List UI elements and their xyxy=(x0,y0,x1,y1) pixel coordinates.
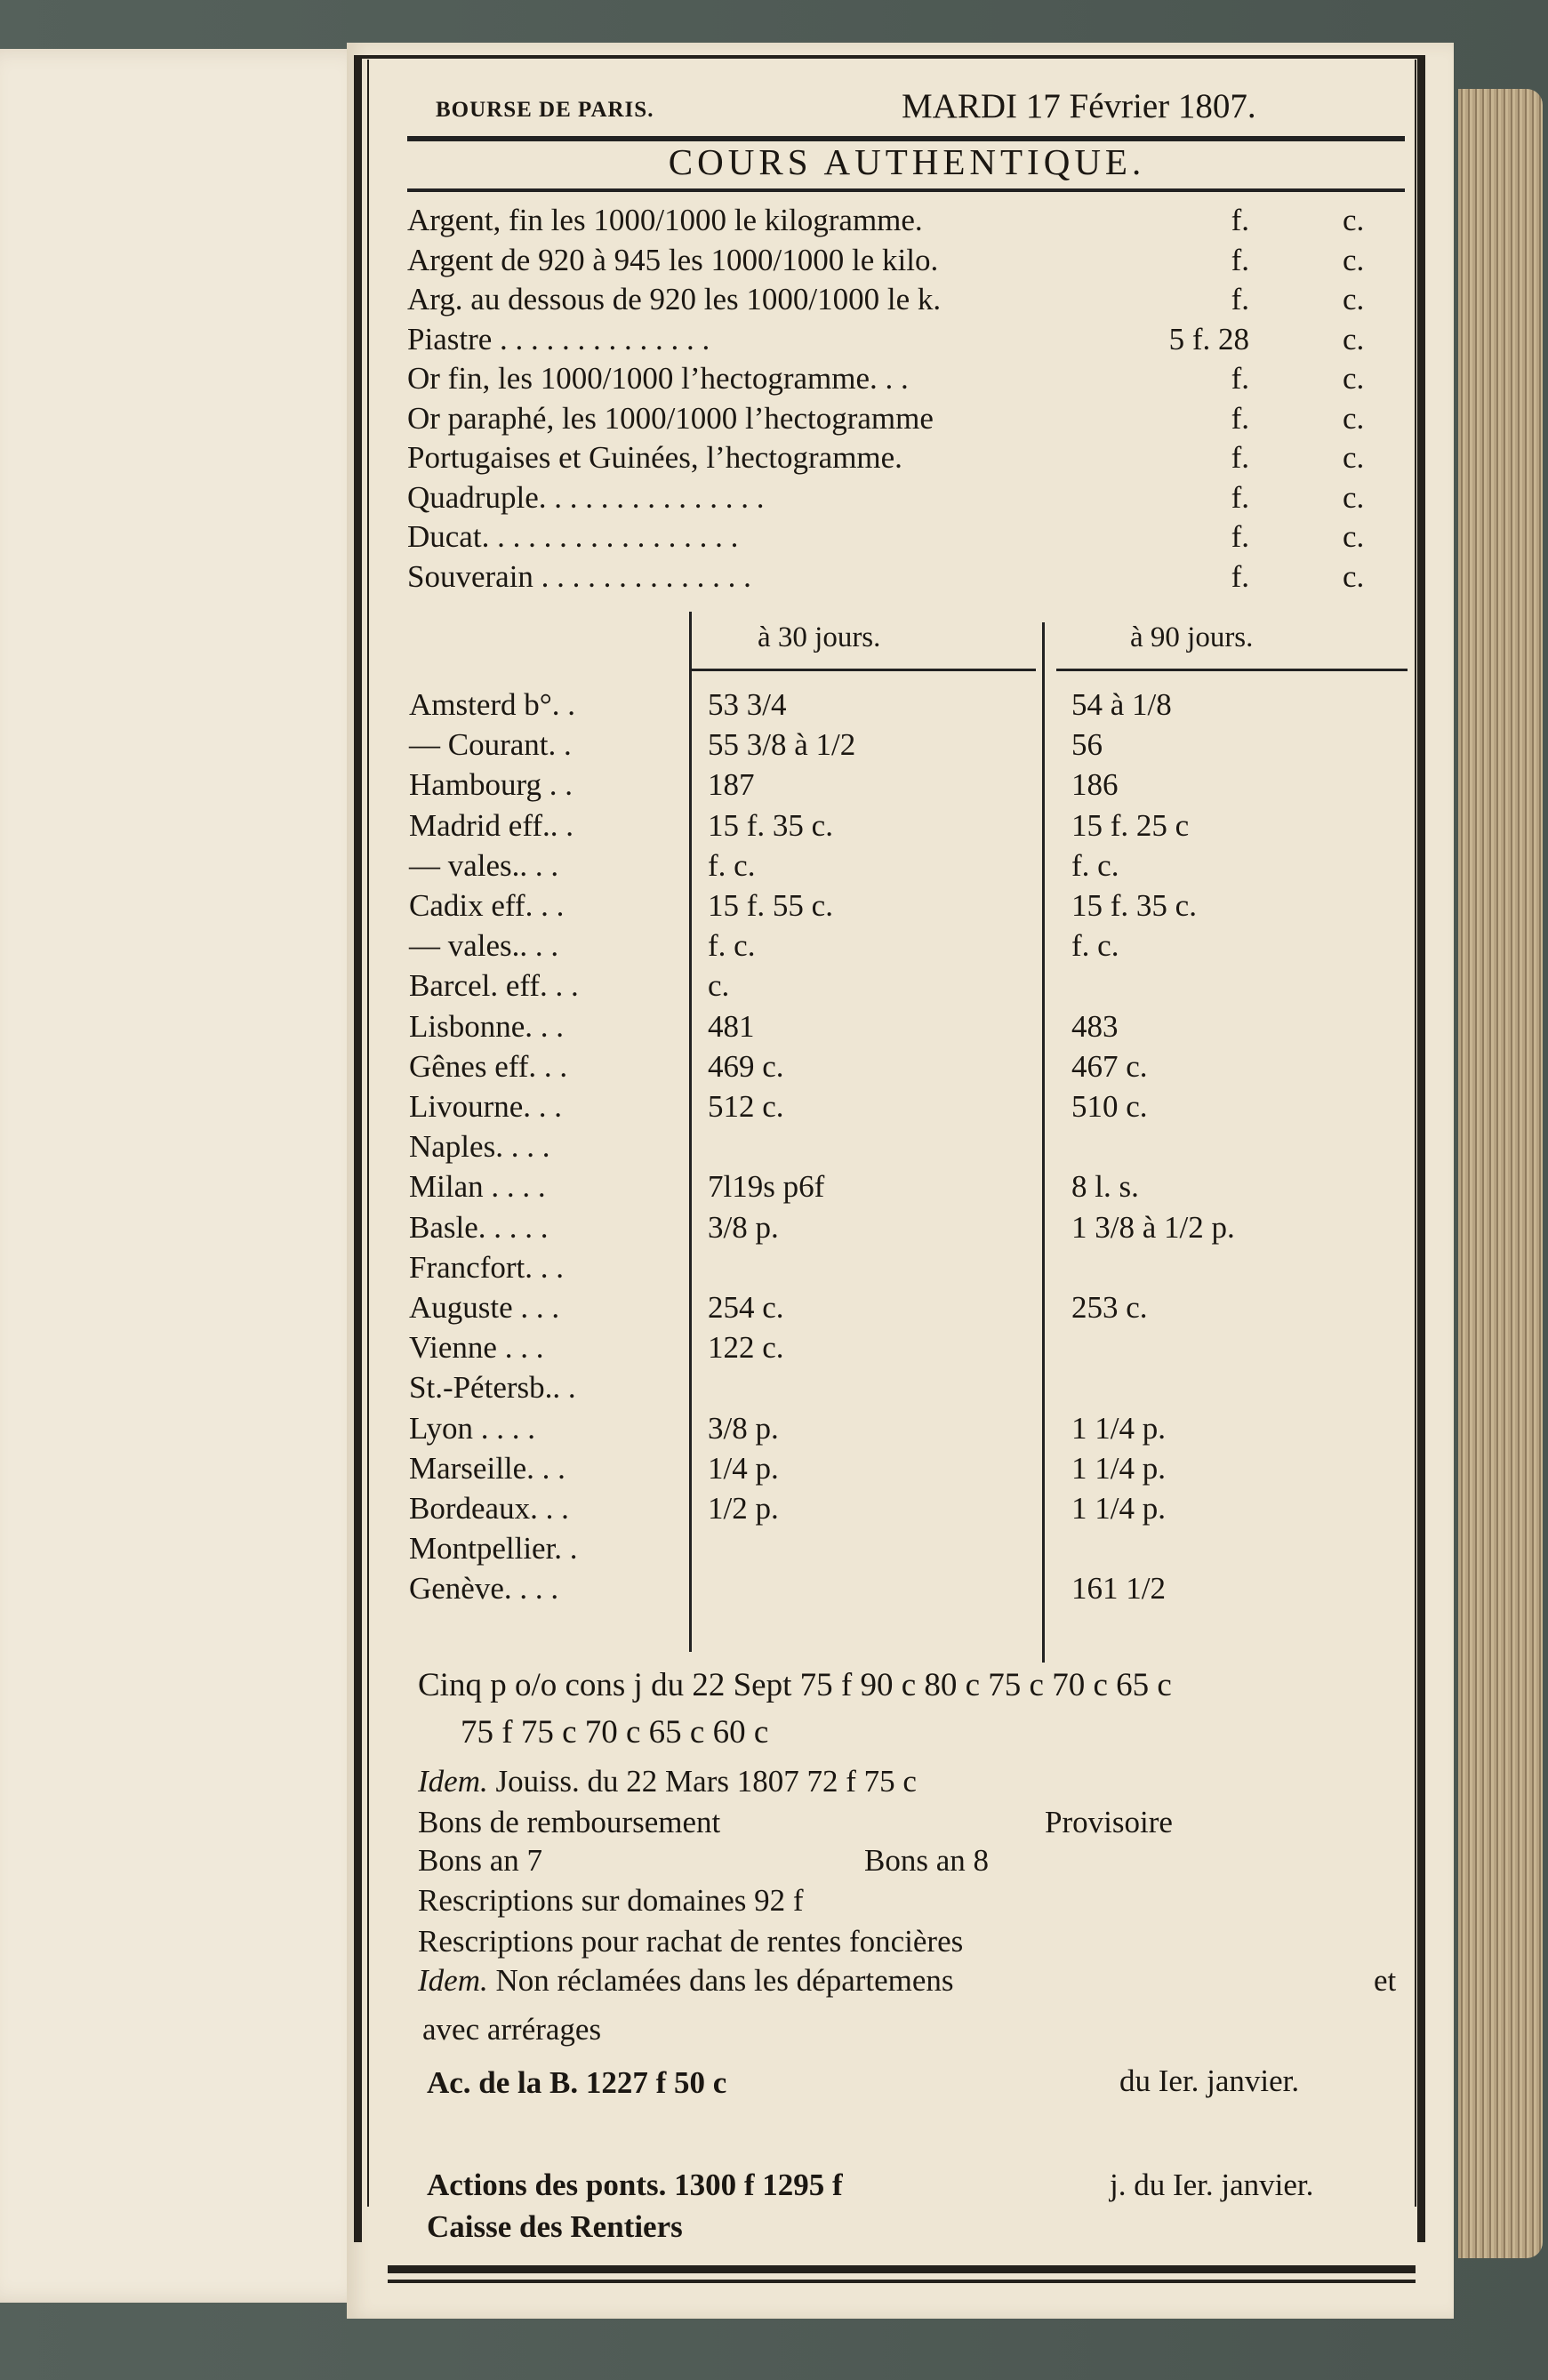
provisoire: Provisoire xyxy=(1045,1805,1173,1839)
exchange-90-days: f. c. xyxy=(1071,928,1119,964)
exchange-place: Cadix eff. . . xyxy=(409,888,565,923)
actions-ponts: Actions des ponts. 1300 f 1295 f xyxy=(427,2168,843,2202)
exchange-90-days: 56 xyxy=(1071,727,1103,763)
exchange-30-days: 15 f. 55 c. xyxy=(708,888,833,923)
exchange-90-days: 467 c. xyxy=(1071,1048,1148,1084)
metal-name: Or paraphé, les 1000/1000 l’hectogramme xyxy=(407,400,934,436)
exchange-30-days: c. xyxy=(708,968,730,1004)
exchange-place: Montpellier. . xyxy=(409,1531,578,1567)
exchange-place: Auguste . . . xyxy=(409,1290,560,1325)
exchange-90-days: 483 xyxy=(1071,1008,1119,1044)
bourse-heading: BOURSE DE PARIS. xyxy=(436,98,654,122)
exchange-30-days: 3/8 p. xyxy=(708,1209,779,1245)
exchange-place: Barcel. eff. . . xyxy=(409,968,579,1004)
idem2-text: Non réclamées dans les départemens xyxy=(495,1963,954,1998)
exchange-30-days: 1/4 p. xyxy=(708,1450,779,1486)
exchange-place: Livourne. . . xyxy=(409,1089,563,1124)
metal-name: Ducat. . . . . . . . . . . . . . . . . xyxy=(407,519,739,554)
exchange-place: St.-Pétersb.. . xyxy=(409,1370,576,1406)
exchange-30-days: 481 xyxy=(708,1008,755,1044)
exchange-30-days: 53 3/4 xyxy=(708,687,787,722)
idem-jouissance xyxy=(418,1766,917,1797)
exchange-90-days: 8 l. s. xyxy=(1071,1169,1139,1205)
exchange-90-days: 253 c. xyxy=(1071,1290,1148,1325)
exchange-place: Lisbonne. . . xyxy=(409,1008,565,1044)
metal-franc-value: 5 f. 28 xyxy=(1168,321,1249,357)
metal-franc-value: f. xyxy=(1231,361,1249,396)
metal-centime-value: c. xyxy=(1343,361,1365,396)
exchange-place: — vales.. . . xyxy=(409,847,559,883)
metal-centime-value: c. xyxy=(1343,242,1365,277)
exchange-place: Amsterd b°. . xyxy=(409,687,576,722)
exchange-30-days: 15 f. 35 c. xyxy=(708,807,833,843)
exchange-place: Madrid eff.. . xyxy=(409,807,573,843)
metal-name: Souverain . . . . . . . . . . . . . . xyxy=(407,558,751,594)
exchange-30-days: 469 c. xyxy=(708,1048,784,1084)
metal-name: Argent de 920 à 945 les 1000/1000 le kilo. xyxy=(407,242,939,277)
exchange-90-days: 1 3/8 à 1/2 p. xyxy=(1071,1209,1235,1245)
column-rule-left xyxy=(689,612,692,1652)
exchange-place: — vales.. . . xyxy=(409,928,559,964)
exchange-place: Hambourg . . xyxy=(409,767,573,803)
idem-jouissance-text: Jouiss. du 22 Mars 1807 72 f 75 c xyxy=(495,1764,917,1799)
exchange-30-days: 512 c. xyxy=(708,1089,784,1124)
metal-centime-value: c. xyxy=(1343,519,1365,554)
rule-30 xyxy=(689,669,1036,671)
exchange-place: Basle. . . . . xyxy=(409,1209,549,1245)
metal-franc-value: f. xyxy=(1231,242,1249,277)
metal-name: Portugaises et Guinées, l’hectogramme. xyxy=(407,440,902,475)
title-rule xyxy=(407,188,1405,192)
exchange-place: Bordeaux. . . xyxy=(409,1491,569,1526)
five-percent-line2: 75 f 75 c 70 c 65 c 60 c xyxy=(461,1714,769,1751)
five-percent-line1: Cinq p o/o cons j du 22 Sept 75 f 90 c 80 c 75 c 70 c 65 c xyxy=(418,1667,1172,1703)
exchange-30-days: f. c. xyxy=(708,847,756,883)
metal-centime-value: c. xyxy=(1343,400,1365,436)
idem-label: Idem. xyxy=(418,1764,488,1799)
exchange-place: Francfort. . . xyxy=(409,1249,564,1285)
exchange-90-days: 15 f. 25 c xyxy=(1071,807,1190,843)
metal-franc-value: f. xyxy=(1231,519,1249,554)
exchange-90-days: 1 1/4 p. xyxy=(1071,1410,1166,1446)
exchange-place: — Courant. . xyxy=(409,727,572,763)
exchange-90-days: 510 c. xyxy=(1071,1089,1148,1124)
exchange-30-days: 7l19s p6f xyxy=(708,1169,825,1205)
metal-centime-value: c. xyxy=(1343,321,1365,357)
exchange-place: Genève. . . . xyxy=(409,1571,559,1607)
heading-90-days: à 90 jours. xyxy=(1130,621,1254,653)
metal-name: Or fin, les 1000/1000 l’hectogramme. . . xyxy=(407,361,909,396)
exchange-place: Lyon . . . . xyxy=(409,1410,535,1446)
avec-arrerages: avec arrérages xyxy=(422,2012,602,2047)
rescriptions-rachat: Rescriptions pour rachat de rentes foncières xyxy=(418,1924,964,1959)
actions-banque: Ac. de la B. 1227 f 50 c xyxy=(427,2065,727,2100)
bons-remboursement: Bons de remboursement xyxy=(418,1805,721,1839)
bottom-rule-2 xyxy=(388,2280,1416,2283)
idem2-label: Idem. xyxy=(418,1963,488,1998)
bons-an-7: Bons an 7 xyxy=(418,1843,542,1878)
idem-non-reclamees xyxy=(418,1965,954,1996)
bons-an-8: Bons an 8 xyxy=(864,1843,989,1878)
metal-name: Argent, fin les 1000/1000 le kilogramme. xyxy=(407,203,923,237)
metal-name: Quadruple. . . . . . . . . . . . . . . xyxy=(407,479,765,515)
exchange-30-days: 122 c. xyxy=(708,1330,784,1366)
exchange-90-days: 161 1/2 xyxy=(1071,1571,1166,1607)
caisse-rentiers: Caisse des Rentiers xyxy=(427,2209,683,2244)
metal-centime-value: c. xyxy=(1343,203,1365,237)
exchange-place: Milan . . . . xyxy=(409,1169,546,1205)
rule-90 xyxy=(1056,669,1408,671)
metal-franc-value: f. xyxy=(1231,440,1249,475)
rescriptions-domaines: Rescriptions sur domaines 92 f xyxy=(418,1883,804,1918)
exchange-90-days: 54 à 1/8 xyxy=(1071,687,1172,722)
banque-jouissance: du Ier. janvier. xyxy=(1119,2063,1300,2098)
metal-centime-value: c. xyxy=(1343,440,1365,475)
exchange-30-days: 187 xyxy=(708,767,755,803)
exchange-90-days: 1 1/4 p. xyxy=(1071,1491,1166,1526)
metal-centime-value: c. xyxy=(1343,558,1365,594)
metal-franc-value: f. xyxy=(1231,203,1249,237)
exchange-30-days: 55 3/8 à 1/2 xyxy=(708,727,856,763)
metal-name: Arg. au dessous de 920 les 1000/1000 le k. xyxy=(407,282,942,317)
cours-authentique-title: COURS AUTHENTIQUE. xyxy=(668,141,1146,182)
metal-franc-value: f. xyxy=(1231,558,1249,594)
exchange-place: Vienne . . . xyxy=(409,1330,544,1366)
exchange-90-days: 1 1/4 p. xyxy=(1071,1450,1166,1486)
exchange-30-days: 1/2 p. xyxy=(708,1491,779,1526)
left-page xyxy=(0,49,375,2303)
date-heading: MARDI 17 Février 1807. xyxy=(902,87,1256,125)
ponts-jouissance: j. du Ier. janvier. xyxy=(1110,2168,1314,2202)
exchange-30-days: f. c. xyxy=(708,928,756,964)
exchange-90-days: f. c. xyxy=(1071,847,1119,883)
metal-centime-value: c. xyxy=(1343,479,1365,515)
exchange-90-days: 15 f. 35 c. xyxy=(1071,888,1197,923)
metal-franc-value: f. xyxy=(1231,400,1249,436)
bottom-rule-1 xyxy=(388,2265,1416,2273)
exchange-place: Marseille. . . xyxy=(409,1450,565,1486)
et-text: et xyxy=(1374,1963,1397,1998)
metal-centime-value: c. xyxy=(1343,282,1365,317)
exchange-place: Naples. . . . xyxy=(409,1129,550,1165)
metal-franc-value: f. xyxy=(1231,479,1249,515)
exchange-30-days: 3/8 p. xyxy=(708,1410,779,1446)
exchange-place: Gênes eff. . . xyxy=(409,1048,568,1084)
column-rule-right xyxy=(1042,622,1045,1663)
heading-30-days: à 30 jours. xyxy=(758,621,881,653)
metal-franc-value: f. xyxy=(1231,282,1249,317)
exchange-90-days: 186 xyxy=(1071,767,1119,803)
metal-name: Piastre . . . . . . . . . . . . . . xyxy=(407,321,710,357)
page-edges xyxy=(1458,89,1543,2258)
exchange-30-days: 254 c. xyxy=(708,1290,784,1325)
